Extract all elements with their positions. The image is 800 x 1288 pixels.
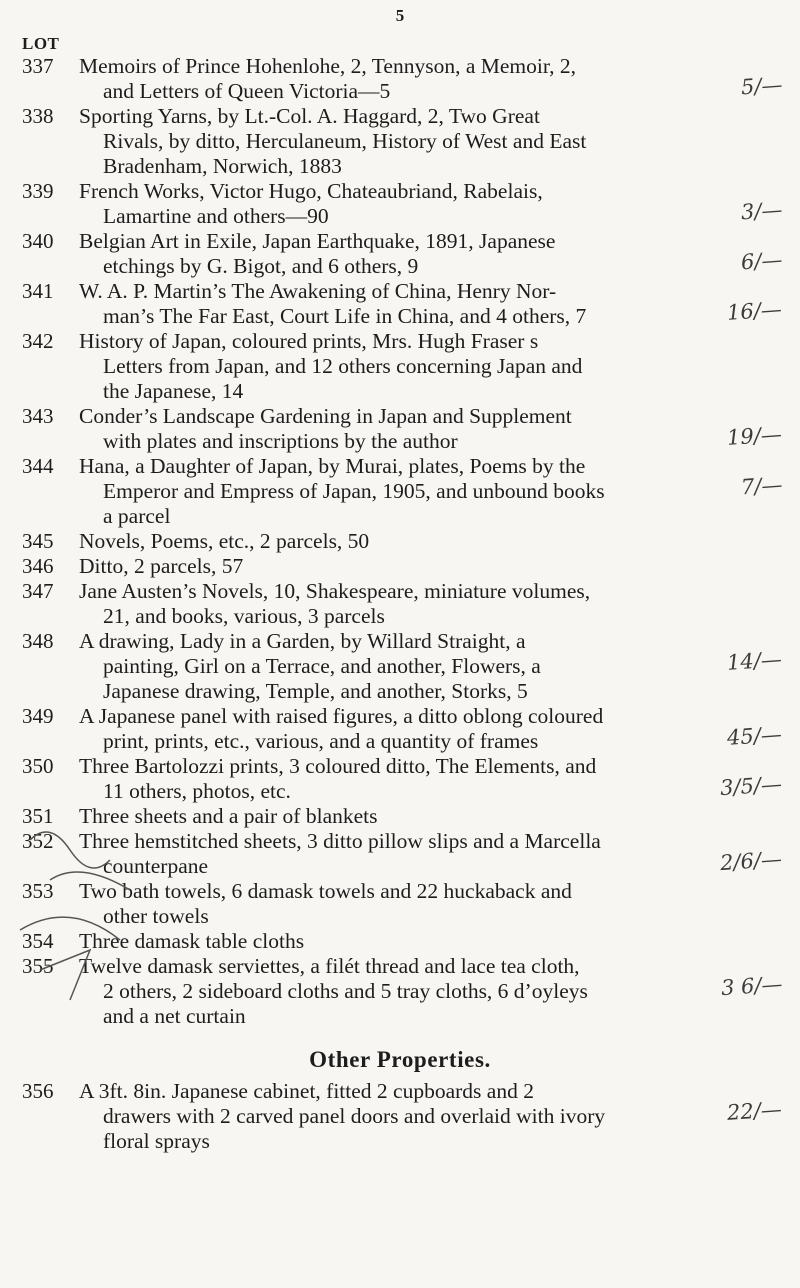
lot-entry (0, 104, 800, 179)
lot-number: 350 (22, 754, 54, 778)
lot-description-line: painting, Girl on a Terrace, and another, Flowers, a (103, 654, 541, 678)
handwritten-price: 2/6/— (719, 846, 783, 876)
lot-number: 344 (22, 454, 54, 478)
lot-number: 347 (22, 579, 54, 603)
lot-entry (0, 829, 800, 879)
lot-number: 342 (22, 329, 54, 353)
lot-number: 349 (22, 704, 54, 728)
handwritten-price: 14/— (726, 647, 783, 675)
lot-number: 348 (22, 629, 54, 653)
handwritten-price: 22/— (726, 1097, 783, 1125)
lot-entry (0, 804, 800, 829)
lot-entry (0, 529, 800, 554)
lot-description-line: 11 others, photos, etc. (103, 779, 291, 803)
lot-description-line: Ditto, 2 parcels, 57 (79, 554, 244, 578)
lot-entry (0, 954, 800, 1029)
handwritten-price: 19/— (726, 422, 783, 450)
lot-description-line: Letters from Japan, and 12 others concerning Japan and (103, 354, 583, 378)
lot-description-line: Japanese drawing, Temple, and another, Storks, 5 (103, 679, 528, 703)
lot-entry (0, 54, 800, 104)
lot-description-line: Three damask table cloths (79, 929, 305, 953)
lot-number: 343 (22, 404, 54, 428)
page-number: 5 (395, 6, 405, 25)
lot-description-line: and a net curtain (103, 1004, 246, 1028)
lot-number: 340 (22, 229, 54, 253)
lot-description-line: floral sprays (103, 1129, 210, 1153)
lot-entry (0, 329, 800, 404)
lot-description-line: 21, and books, various, 3 parcels (103, 604, 385, 628)
lot-description-line: etchings by G. Bigot, and 6 others, 9 (103, 254, 419, 278)
handwritten-price: 3/— (739, 197, 783, 225)
lot-description-line: Jane Austen’s Novels, 10, Shakespeare, miniature volumes, (79, 579, 591, 603)
lot-description-line: Novels, Poems, etc., 2 parcels, 50 (79, 529, 370, 553)
lot-description-line: Three hemstitched sheets, 3 ditto pillow slips and a Marcella (79, 829, 601, 853)
lot-description-line: Three sheets and a pair of blankets (79, 804, 378, 828)
lot-description-line: Rivals, by ditto, Herculaneum, History of West and East (103, 129, 587, 153)
lot-number: 351 (22, 804, 54, 828)
lot-number: 356 (22, 1079, 54, 1103)
lot-entry (0, 279, 800, 329)
lot-number: 346 (22, 554, 54, 578)
lot-entry (0, 879, 800, 929)
lot-description-line: with plates and inscriptions by the author (103, 429, 458, 453)
lot-description-line: Sporting Yarns, by Lt.-Col. A. Haggard, 2, Two Great (79, 104, 540, 128)
lot-description-line: Bradenham, Norwich, 1883 (103, 154, 342, 178)
lot-description-line: A Japanese panel with raised figures, a ditto oblong coloured (79, 704, 604, 728)
lot-description-line: W. A. P. Martin’s The Awakening of China, Henry Nor- (79, 279, 557, 303)
lot-description-line: print, prints, etc., various, and a quantity of frames (103, 729, 539, 753)
handwritten-price: 5/— (739, 72, 783, 100)
lot-entry (0, 579, 800, 629)
lot-description-line: other towels (103, 904, 209, 928)
lot-entry (0, 229, 800, 279)
lot-description-line: the Japanese, 14 (103, 379, 244, 403)
handwritten-price: 6/— (739, 247, 783, 275)
lot-description-line: Belgian Art in Exile, Japan Earthquake, 1891, Japanese (79, 229, 556, 253)
lot-number: 352 (22, 829, 54, 853)
lot-entry (0, 704, 800, 754)
lot-entry (0, 629, 800, 704)
handwritten-price: 16/— (726, 297, 783, 325)
lot-number: 337 (22, 54, 54, 78)
lot-description-line: Twelve damask serviettes, a filét thread and lace tea cloth, (79, 954, 580, 978)
handwritten-price: 3 6/— (719, 971, 783, 1001)
lot-description-line: Three Bartolozzi prints, 3 coloured ditto, The Elements, and (79, 754, 597, 778)
lot-description-line: A drawing, Lady in a Garden, by Willard Straight, a (79, 629, 526, 653)
lot-description-line: 2 others, 2 sideboard cloths and 5 tray cloths, 6 d’oyleys (103, 979, 588, 1003)
lot-number: 339 (22, 179, 54, 203)
lot-number: 338 (22, 104, 54, 128)
lot-entry (0, 754, 800, 804)
lot-entry (0, 179, 800, 229)
lot-entry (0, 554, 800, 579)
lot-entry (0, 404, 800, 454)
lot-list (0, 54, 800, 1154)
lot-description-line: and Letters of Queen Victoria—5 (103, 79, 391, 103)
lot-number: 341 (22, 279, 54, 303)
lot-column-header: LOT (22, 34, 60, 53)
lot-description-line: man’s The Far East, Court Life in China, and 4 others, 7 (103, 304, 587, 328)
lot-description-line: A 3ft. 8in. Japanese cabinet, fitted 2 cupboards and 2 (79, 1079, 534, 1103)
lot-description-line: French Works, Victor Hugo, Chateaubriand, Rabelais, (79, 179, 543, 203)
lot-description-line: Emperor and Empress of Japan, 1905, and unbound books (103, 479, 605, 503)
lot-entry (0, 454, 800, 529)
lot-number: 355 (22, 954, 54, 978)
handwritten-price: 45/— (726, 722, 783, 750)
lot-number: 354 (22, 929, 54, 953)
lot-description-line: Two bath towels, 6 damask towels and 22 huckaback and (79, 879, 572, 903)
lot-description-line: Conder’s Landscape Gardening in Japan and Supplement (79, 404, 572, 428)
lot-number: 353 (22, 879, 54, 903)
lot-entry (0, 929, 800, 954)
lot-description-line: History of Japan, coloured prints, Mrs. Hugh Fraser s (79, 329, 539, 353)
handwritten-price: 7/— (739, 472, 783, 500)
lot-number: 345 (22, 529, 54, 553)
lot-description-line: Memoirs of Prince Hohenlohe, 2, Tennyson, a Memoir, 2, (79, 54, 577, 78)
lot-description-line: Lamartine and others—90 (103, 204, 329, 228)
handwritten-price: 3/5/— (719, 771, 783, 801)
lot-description-line: a parcel (103, 504, 171, 528)
lot-description-line: Hana, a Daughter of Japan, by Murai, plates, Poems by the (79, 454, 586, 478)
lot-entry (0, 1079, 800, 1154)
section-heading: Other Properties. (309, 1047, 491, 1072)
lot-description-line: drawers with 2 carved panel doors and overlaid with ivory (103, 1104, 606, 1128)
lot-description-line: counterpane (103, 854, 209, 878)
